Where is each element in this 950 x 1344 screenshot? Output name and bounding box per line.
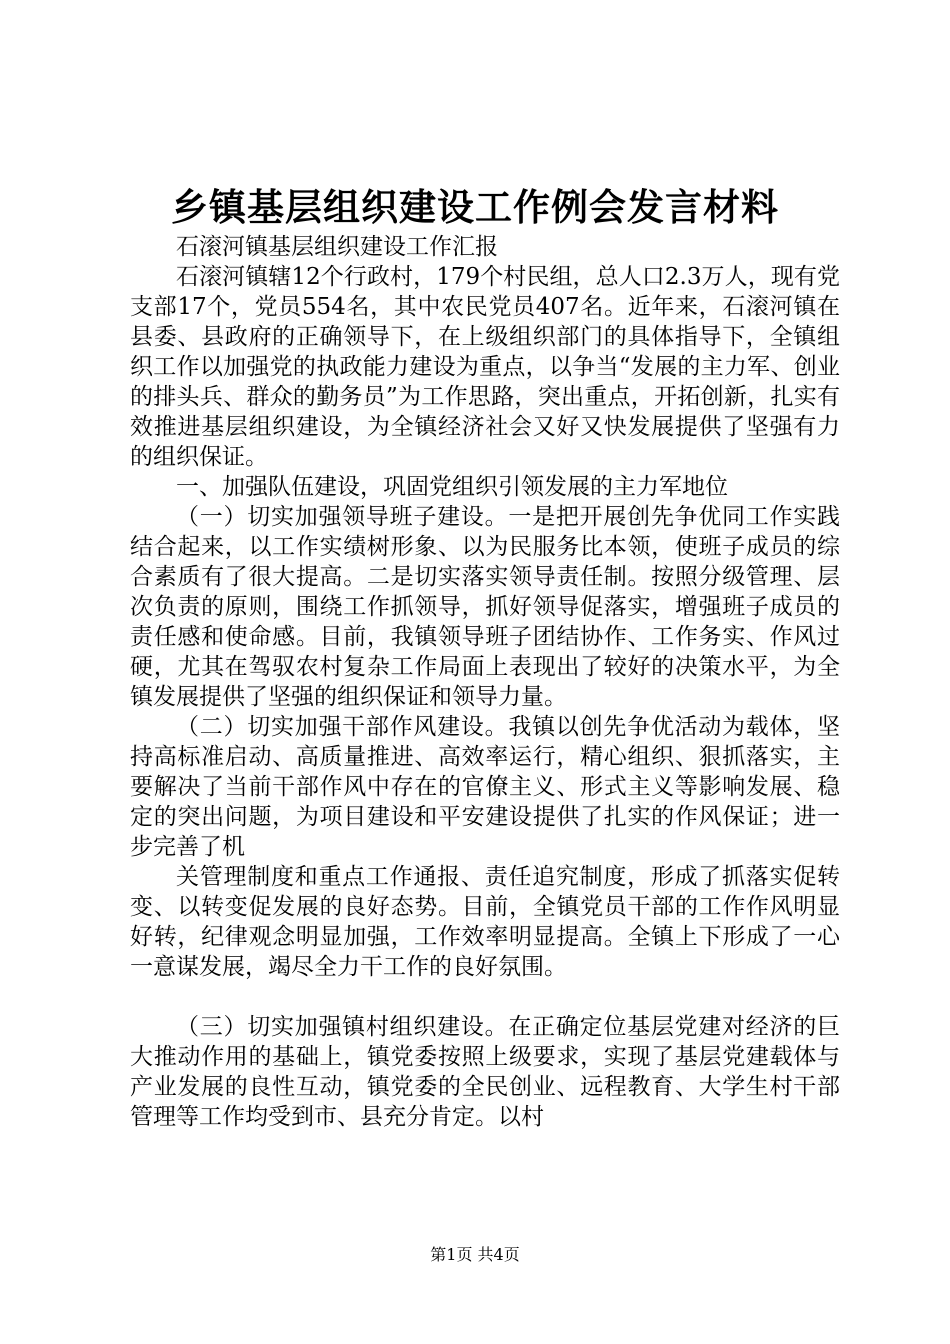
paragraph-intro: 石滚河镇辖12个行政村，179个村民组，总人口2.3万人，现有党支部17个，党员554名，其中农民党员407名。近年来，石滚河镇在县委、县政府的正确领导下，在上级组织部门的具体指导下，全镇组织工作以加强党的执政能力建设为重点，以争当“发展的主力军、创业的排头兵、群众的勤务员”为工作思路，突出重点，开拓创新，扎实有效推进基层组织建设，为全镇经济社会又好又快发展提供了坚强有力的组织保证。	[130, 264, 840, 470]
report-subtitle: 石滚河镇基层组织建设工作汇报	[176, 234, 498, 260]
paragraph-gap	[130, 982, 840, 1012]
paragraph-leadership: （一）切实加强领导班子建设。一是把开展创先争优同工作实践结合起来，以工作实绩树形象、以为民服务比本领，使班子成员的综合素质有了很大提高。二是切实落实领导责任制。按照分级管理、层次负责的原则，围绕工作抓领导，抓好领导促落实，增强班子成员的责任感和使命感。目前，我镇领导班子团结协作、工作务实、作风过硬，尤其在驾驭农村复杂工作局面上表现出了较好的决策水平，为全镇发展提供了坚强的组织保证和领导力量。	[130, 504, 840, 710]
document-title: 乡镇基层组织建设工作例会发言材料	[171, 185, 779, 229]
page-number: 第1页 共4页	[430, 1245, 520, 1264]
paragraph-organization: （三）切实加强镇村组织建设。在正确定位基层党建对经济的巨大推动作用的基础上，镇党委按照上级要求，实现了基层党建载体与产业发展的良性互动，镇党委的全民创业、远程教育、大学生村干部管理等工作均受到市、县充分肯定。以村	[130, 1014, 840, 1130]
paragraph-work-style-continued: 关管理制度和重点工作通报、责任追究制度，形成了抓落实促转变、以转变促发展的良好态势。目前，全镇党员干部的工作作风明显好转，纪律观念明显加强，工作效率明显提高。全镇上下形成了一心一意谋发展，竭尽全力干工作的良好氛围。	[130, 864, 840, 980]
paragraph-work-style: （二）切实加强干部作风建设。我镇以创先争优活动为载体，坚持高标准启动、高质量推进、高效率运行，精心组织、狠抓落实，主要解决了当前干部作风中存在的官僚主义、形式主义等影响发展、稳定的突出问题，为项目建设和平安建设提供了扎实的作风保证；进一步完善了机	[130, 714, 840, 860]
document-body	[130, 232, 840, 1132]
section-heading-1: 一、加强队伍建设，巩固党组织引领发展的主力军地位	[176, 474, 728, 500]
